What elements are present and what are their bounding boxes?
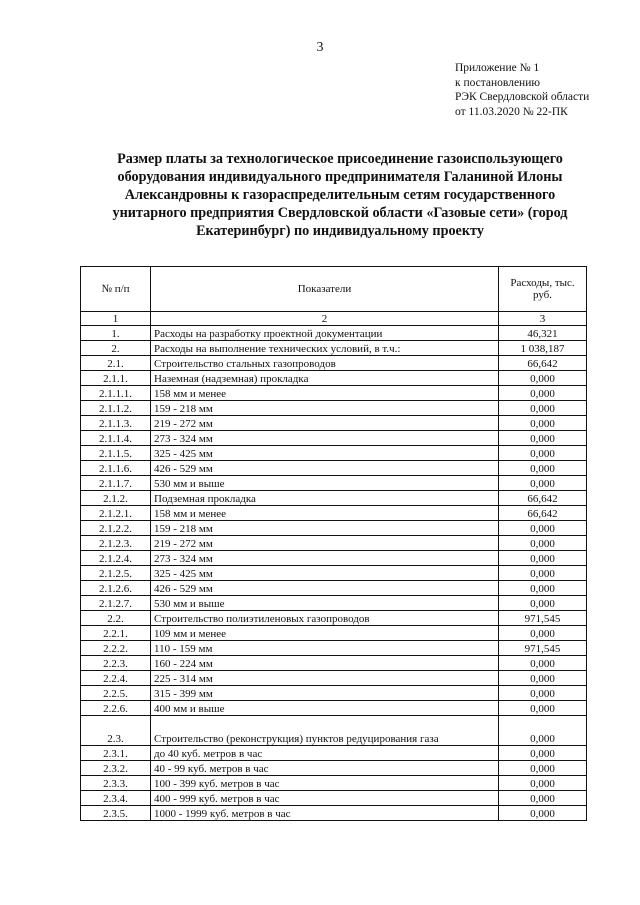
header-num: № п/п bbox=[81, 267, 151, 312]
appendix-block bbox=[455, 61, 589, 119]
header-value: Расходы, тыс. руб. bbox=[499, 267, 587, 312]
row-value: 0,000 bbox=[499, 536, 587, 551]
row-number: 2.2.6. bbox=[81, 701, 151, 716]
row-value: 0,000 bbox=[499, 371, 587, 386]
row-indicator: 158 мм и менее bbox=[151, 386, 499, 401]
table-header-row bbox=[81, 267, 587, 312]
column-number: 1 bbox=[81, 312, 151, 326]
row-indicator: Строительство (реконструкция) пунктов редуцирования газа bbox=[151, 716, 499, 746]
row-value: 0,000 bbox=[499, 626, 587, 641]
row-indicator: 400 - 999 куб. метров в час bbox=[151, 791, 499, 806]
table-row bbox=[81, 536, 587, 551]
row-number: 2. bbox=[81, 341, 151, 356]
row-value: 0,000 bbox=[499, 386, 587, 401]
row-indicator: 325 - 425 мм bbox=[151, 446, 499, 461]
row-indicator: 159 - 218 мм bbox=[151, 521, 499, 536]
row-indicator: 100 - 399 куб. метров в час bbox=[151, 776, 499, 791]
row-indicator: Расходы на разработку проектной документации bbox=[151, 326, 499, 341]
row-number: 2.2.1. bbox=[81, 626, 151, 641]
row-number: 2.1.1.7. bbox=[81, 476, 151, 491]
table-row bbox=[81, 716, 587, 746]
row-indicator: Строительство стальных газопроводов bbox=[151, 356, 499, 371]
table-row bbox=[81, 476, 587, 491]
row-value: 0,000 bbox=[499, 701, 587, 716]
row-value: 0,000 bbox=[499, 401, 587, 416]
row-value: 0,000 bbox=[499, 566, 587, 581]
row-number: 2.1.2.4. bbox=[81, 551, 151, 566]
page-number: 3 bbox=[316, 40, 324, 55]
row-indicator: 426 - 529 мм bbox=[151, 581, 499, 596]
row-indicator: 159 - 218 мм bbox=[151, 401, 499, 416]
row-value: 0,000 bbox=[499, 446, 587, 461]
row-indicator: 158 мм и менее bbox=[151, 506, 499, 521]
table-row bbox=[81, 641, 587, 656]
row-indicator: 160 - 224 мм bbox=[151, 656, 499, 671]
row-number: 2.3.3. bbox=[81, 776, 151, 791]
row-indicator: 530 мм и выше bbox=[151, 476, 499, 491]
row-number: 2.1.1.5. bbox=[81, 446, 151, 461]
row-indicator: 273 - 324 мм bbox=[151, 551, 499, 566]
row-number: 2.1.2. bbox=[81, 491, 151, 506]
row-indicator: 273 - 324 мм bbox=[151, 431, 499, 446]
table-row bbox=[81, 521, 587, 536]
table-row bbox=[81, 671, 587, 686]
row-value: 66,642 bbox=[499, 506, 587, 521]
row-number: 2.1.1.2. bbox=[81, 401, 151, 416]
row-value: 0,000 bbox=[499, 686, 587, 701]
row-value: 0,000 bbox=[499, 476, 587, 491]
table-row bbox=[81, 746, 587, 761]
row-number: 2.1.2.7. bbox=[81, 596, 151, 611]
column-number: 3 bbox=[499, 312, 587, 326]
row-value: 1 038,187 bbox=[499, 341, 587, 356]
row-indicator: до 40 куб. метров в час bbox=[151, 746, 499, 761]
row-indicator: 40 - 99 куб. метров в час bbox=[151, 761, 499, 776]
row-indicator: 530 мм и выше bbox=[151, 596, 499, 611]
table-row bbox=[81, 761, 587, 776]
row-indicator: Расходы на выполнение технических условий, в т.ч.: bbox=[151, 341, 499, 356]
row-value: 971,545 bbox=[499, 611, 587, 626]
row-value: 0,000 bbox=[499, 551, 587, 566]
row-number: 2.1.2.3. bbox=[81, 536, 151, 551]
table-row bbox=[81, 506, 587, 521]
rates-table-body bbox=[81, 326, 587, 821]
row-value: 0,000 bbox=[499, 581, 587, 596]
row-value: 0,000 bbox=[499, 461, 587, 476]
table-row bbox=[81, 596, 587, 611]
row-indicator: 225 - 314 мм bbox=[151, 671, 499, 686]
table-row bbox=[81, 326, 587, 341]
row-value: 66,642 bbox=[499, 356, 587, 371]
table-row bbox=[81, 686, 587, 701]
row-number: 2.3. bbox=[81, 716, 151, 746]
table-row bbox=[81, 446, 587, 461]
appendix-line: Приложение № 1 bbox=[455, 62, 540, 74]
row-number: 2.1.2.2. bbox=[81, 521, 151, 536]
row-number: 2.1.2.6. bbox=[81, 581, 151, 596]
row-number: 2.3.5. bbox=[81, 806, 151, 821]
row-number: 2.1.2.1. bbox=[81, 506, 151, 521]
row-number: 2.1. bbox=[81, 356, 151, 371]
row-value: 0,000 bbox=[499, 596, 587, 611]
row-indicator: 400 мм и выше bbox=[151, 701, 499, 716]
row-value: 0,000 bbox=[499, 671, 587, 686]
row-indicator: 325 - 425 мм bbox=[151, 566, 499, 581]
table-row bbox=[81, 491, 587, 506]
row-value: 0,000 bbox=[499, 761, 587, 776]
row-indicator: 109 мм и менее bbox=[151, 626, 499, 641]
row-number: 1. bbox=[81, 326, 151, 341]
row-value: 0,000 bbox=[499, 716, 587, 746]
row-value: 46,321 bbox=[499, 326, 587, 341]
row-indicator: 219 - 272 мм bbox=[151, 416, 499, 431]
table-row bbox=[81, 611, 587, 626]
table-row bbox=[81, 566, 587, 581]
row-number: 2.1.1.3. bbox=[81, 416, 151, 431]
table-row bbox=[81, 371, 587, 386]
row-number: 2.2. bbox=[81, 611, 151, 626]
row-number: 2.2.5. bbox=[81, 686, 151, 701]
row-value: 0,000 bbox=[499, 656, 587, 671]
row-value: 0,000 bbox=[499, 776, 587, 791]
row-number: 2.3.2. bbox=[81, 761, 151, 776]
table-row bbox=[81, 386, 587, 401]
table-row bbox=[81, 581, 587, 596]
appendix-line: РЭК Свердловской области bbox=[455, 91, 590, 103]
row-number: 2.2.3. bbox=[81, 656, 151, 671]
appendix-line: от 11.03.2020 № 22-ПК bbox=[455, 105, 568, 118]
table-row bbox=[81, 461, 587, 476]
row-number: 2.1.1.4. bbox=[81, 431, 151, 446]
rates-table bbox=[80, 266, 587, 821]
row-value: 0,000 bbox=[499, 416, 587, 431]
table-row bbox=[81, 401, 587, 416]
row-value: 0,000 bbox=[499, 431, 587, 446]
row-value: 0,000 bbox=[499, 806, 587, 821]
header-name: Показатели bbox=[151, 267, 499, 312]
table-row bbox=[81, 701, 587, 716]
column-number: 2 bbox=[151, 312, 499, 326]
appendix-line: к постановлению bbox=[455, 76, 540, 89]
table-row bbox=[81, 551, 587, 566]
row-value: 66,642 bbox=[499, 491, 587, 506]
row-number: 2.2.4. bbox=[81, 671, 151, 686]
row-number: 2.1.2.5. bbox=[81, 566, 151, 581]
row-value: 0,000 bbox=[499, 791, 587, 806]
table-row bbox=[81, 626, 587, 641]
table-row bbox=[81, 431, 587, 446]
table-row bbox=[81, 341, 587, 356]
row-number: 2.3.4. bbox=[81, 791, 151, 806]
column-number-row bbox=[81, 312, 587, 326]
table-row bbox=[81, 806, 587, 821]
row-number: 2.1.1.6. bbox=[81, 461, 151, 476]
row-indicator: Строительство полиэтиленовых газопроводов bbox=[151, 611, 499, 626]
row-value: 0,000 bbox=[499, 521, 587, 536]
row-indicator: 219 - 272 мм bbox=[151, 536, 499, 551]
row-indicator: Наземная (надземная) прокладка bbox=[151, 371, 499, 386]
table-row bbox=[81, 356, 587, 371]
document-title: Размер платы за технологическое присоединение газоиспользующего оборудования индивидуального предпринимателя Галаниной Илоны Александровны к газораспределительным сетям государственного унитарного предприятия Свердловской области «Газовые сети» (город Екатеринбург) по индивидуальному проекту bbox=[112, 151, 568, 239]
table-row bbox=[81, 776, 587, 791]
row-indicator: 110 - 159 мм bbox=[151, 641, 499, 656]
row-indicator: 1000 - 1999 куб. метров в час bbox=[151, 806, 499, 821]
row-number: 2.2.2. bbox=[81, 641, 151, 656]
row-value: 971,545 bbox=[499, 641, 587, 656]
table-row bbox=[81, 416, 587, 431]
row-indicator: Подземная прокладка bbox=[151, 491, 499, 506]
row-indicator: 315 - 399 мм bbox=[151, 686, 499, 701]
table-row bbox=[81, 791, 587, 806]
row-number: 2.1.1. bbox=[81, 371, 151, 386]
row-indicator: 426 - 529 мм bbox=[151, 461, 499, 476]
row-number: 2.1.1.1. bbox=[81, 386, 151, 401]
row-value: 0,000 bbox=[499, 746, 587, 761]
table-row bbox=[81, 656, 587, 671]
row-number: 2.3.1. bbox=[81, 746, 151, 761]
